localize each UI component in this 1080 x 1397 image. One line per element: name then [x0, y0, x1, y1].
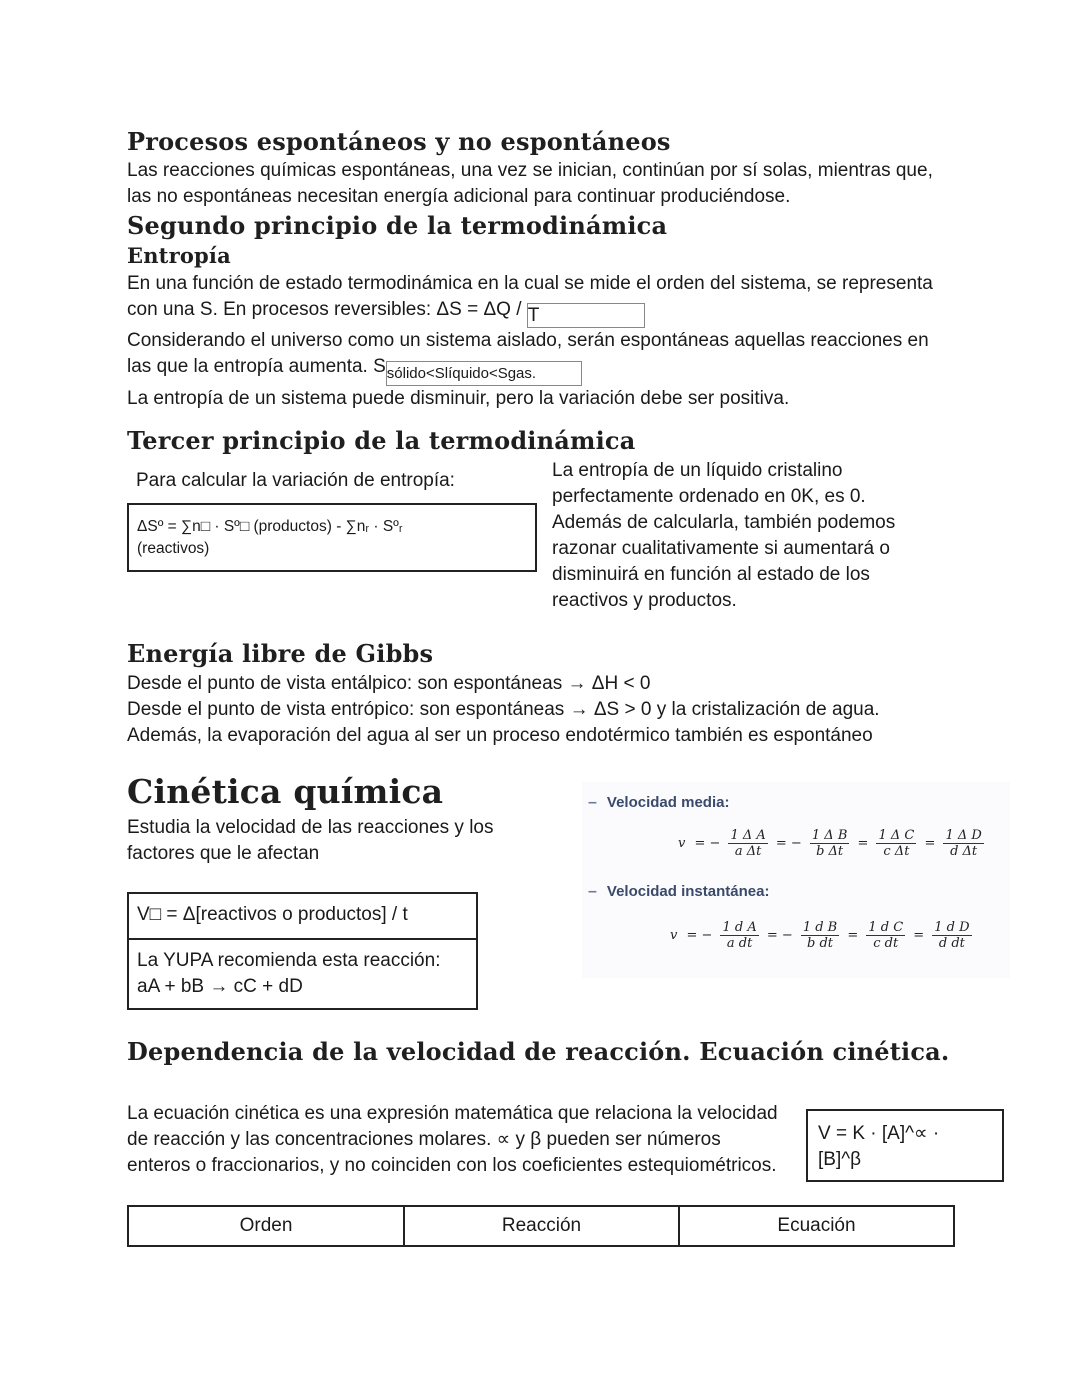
dependencia-paragraph [127, 1101, 807, 1179]
text-line: La entropía de un líquido cristalino [552, 460, 843, 481]
text-line: factores que le afectan [127, 843, 320, 864]
vel-media-label: Velocidad media: [606, 794, 730, 811]
text-line: La YUPA recomienda esta reacción: [137, 950, 441, 971]
text-line: aA + bB → cC + dD [137, 976, 303, 997]
frac-den: d Δt [950, 844, 978, 859]
text-line: Además, la evaporación del agua al ser un proceso endotérmico también es espontáneo [127, 725, 873, 746]
frac-den: d dt [938, 936, 965, 951]
text-line: Las reacciones químicas espontáneas, una vez se inician, continúan por sí solas, mientras que, [127, 160, 933, 181]
formula-fraction [866, 920, 905, 951]
vel-inst-formula [668, 920, 973, 951]
vel-media-formula [676, 828, 985, 859]
heading-gibbs: Energía libre de Gibbs [127, 639, 434, 668]
dash-marker: – [588, 883, 597, 900]
text-line: La entropía de un sistema puede disminuir, pero la variación debe ser positiva. [127, 388, 790, 409]
velocity-formulas-panel [582, 782, 1010, 978]
text-line: disminuirá en función al estado de los [552, 564, 870, 585]
text-line: las no espontáneas necesitan energía adicional para continuar produciéndose. [127, 186, 791, 207]
formula-sign: = − [694, 836, 721, 851]
calc-label: Para calcular la variación de entropía: [136, 470, 455, 491]
text-line: Además de calcularla, también podemos [552, 512, 896, 533]
formula-fraction [932, 920, 971, 951]
eq-line: [B]^β [818, 1149, 862, 1170]
procesos-paragraph [127, 158, 933, 210]
text-line: Considerando el universo como un sistema aislado, serán espontáneas aquellas reacciones en [127, 330, 929, 351]
yupa-reaction [129, 940, 476, 1008]
text-line: reactivos y productos. [552, 590, 737, 611]
formula-sign: = − [686, 928, 713, 943]
order-table [127, 1205, 955, 1247]
formula-sign: = [847, 928, 859, 943]
tercer-right-paragraph [552, 458, 952, 614]
entropia-paragraph [127, 271, 1027, 412]
eq-line: V = K · [A]^∝ · [818, 1123, 940, 1144]
text-line [127, 297, 1027, 328]
dash-marker: – [588, 794, 597, 811]
formula-sign: = − [766, 928, 793, 943]
formula-fraction [720, 920, 758, 951]
formula-fraction [801, 920, 839, 951]
frac-num: 1 Δ A [730, 828, 766, 843]
formula-sign: = − [775, 836, 802, 851]
formula-sign: = [857, 836, 869, 851]
text-line: perfectamente ordenado en 0K, es 0. [552, 486, 866, 507]
heading-procesos: Procesos espontáneos y no espontáneos [127, 127, 671, 156]
text-line: En una función de estado termodinámica en la cual se mide el orden del sistema, se representa [127, 273, 933, 294]
frac-den: b Δt [816, 844, 844, 859]
velocity-box [127, 892, 478, 1010]
frac-den: a Δt [734, 844, 762, 859]
formula-fraction [728, 828, 767, 859]
rate-equation-box [806, 1109, 1004, 1182]
frac-num: 1 d D [934, 920, 970, 935]
heading-tercer-principio: Tercer principio de la termodinámica [127, 426, 636, 455]
text-line: Desde el punto de vista entálpico: son espontáneas → ΔH < 0 [127, 673, 651, 694]
frac-num: 1 d A [722, 920, 757, 935]
vel-media-heading [588, 794, 729, 812]
table-header-reaccion: Reacción [405, 1207, 680, 1245]
entropy-order-box: sólido<Slíquido<Sgas. [386, 361, 582, 386]
text-line: Desde el punto de vista entrópico: son espontáneas → ΔS > 0 y la cristalización de agua. [127, 699, 880, 720]
velocity-definition: V□ = Δ[reactivos o productos] / t [129, 894, 476, 940]
vel-inst-label: Velocidad instantánea: [606, 883, 770, 900]
text-line: Estudia la velocidad de las reacciones y los [127, 817, 494, 838]
formula-fraction [943, 828, 983, 859]
cinetica-paragraph [127, 815, 493, 867]
frac-num: 1 d C [868, 920, 904, 935]
text-line: de reacción y las concentraciones molares. ∝ y β pueden ser números [127, 1129, 721, 1150]
formula-v: v [670, 928, 678, 943]
table-header-ecuacion: Ecuación [777, 1215, 856, 1236]
formula-sign: = [924, 836, 936, 851]
formula-line: ΔSº = ∑n□ · Sº□ (productos) - ∑nᵣ · Sºᵣ [137, 518, 403, 535]
frac-num: 1 Δ B [811, 828, 848, 843]
formula-sign: = [913, 928, 925, 943]
text-line: enteros o fraccionarios, y no coinciden con los coeficientes estequiométricos. [127, 1155, 777, 1176]
vel-inst-heading [588, 883, 769, 901]
text-line: razonar cualitativamente si aumentará o [552, 538, 890, 559]
formula-fraction [876, 828, 916, 859]
frac-den: c dt [873, 936, 899, 951]
heading-segundo-principio: Segundo principio de la termodinámica [127, 211, 668, 240]
frac-num: 1 Δ C [878, 828, 915, 843]
formula-v: v [678, 836, 686, 851]
text-fragment: con una S. En procesos reversibles: ΔS = ΔQ / [127, 299, 527, 320]
table-header-orden: Orden [129, 1207, 405, 1245]
gibbs-paragraph [127, 671, 1027, 749]
text-fragment: las que la entropía aumenta. S [127, 356, 386, 377]
frac-num: 1 d B [802, 920, 838, 935]
frac-den: c Δt [883, 844, 910, 859]
frac-den: a dt [726, 936, 753, 951]
subheading-entropia: Entropía [127, 243, 231, 268]
formula-box-t: T [527, 303, 645, 328]
heading-cinetica: Cinética química [127, 772, 444, 811]
entropy-formula-box [127, 503, 537, 572]
text-line: La ecuación cinética es una expresión matemática que relaciona la velocidad [127, 1103, 778, 1124]
formula-line: (reactivos) [137, 540, 210, 557]
heading-dependencia: Dependencia de la velocidad de reacción. Ecuación cinética. [127, 1037, 950, 1066]
frac-den: b dt [807, 936, 834, 951]
formula-fraction [810, 828, 849, 859]
text-line [127, 354, 1027, 386]
frac-num: 1 Δ D [945, 828, 982, 843]
